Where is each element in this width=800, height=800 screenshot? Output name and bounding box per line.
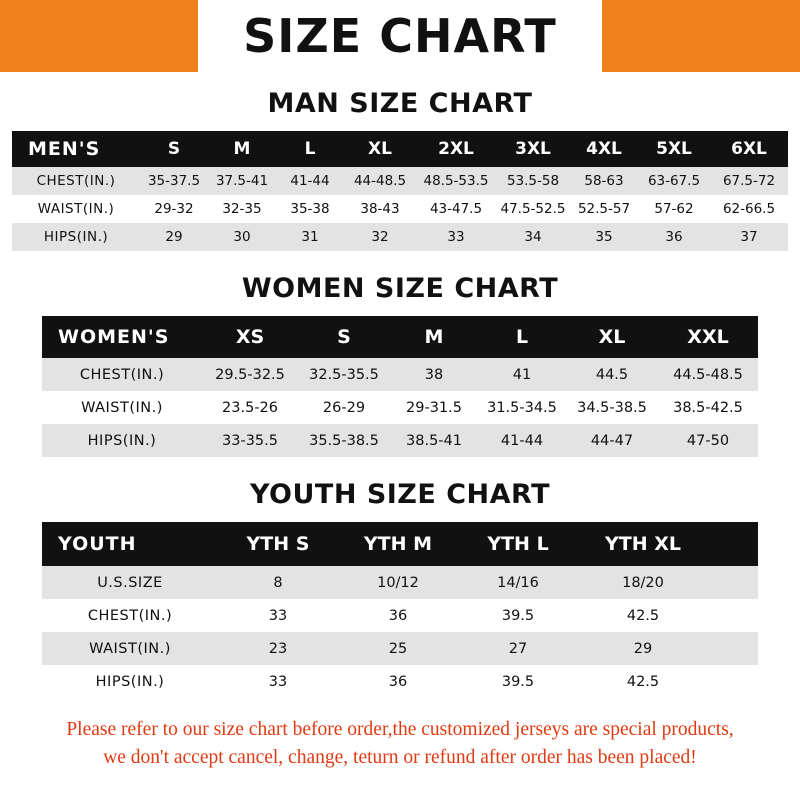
table-cell: 29 bbox=[578, 632, 708, 665]
table-cell: 39.5 bbox=[458, 665, 578, 698]
row-label: CHEST(IN.) bbox=[42, 358, 202, 391]
table-header-cell: S bbox=[140, 131, 208, 167]
row-label: HIPS(IN.) bbox=[42, 665, 218, 698]
table-cell: 42.5 bbox=[578, 665, 708, 698]
table-cell: 33 bbox=[218, 665, 338, 698]
table-row bbox=[12, 223, 788, 251]
table-cell: 44.5 bbox=[566, 358, 658, 391]
table-cell: 23 bbox=[218, 632, 338, 665]
man-section-title: MAN SIZE CHART bbox=[267, 88, 533, 119]
table-header-cell: YTH M bbox=[338, 522, 458, 566]
table-cell: 47.5-52.5 bbox=[496, 195, 570, 223]
row-label: U.S.SIZE bbox=[42, 566, 218, 599]
table-cell: 57-62 bbox=[638, 195, 710, 223]
table-cell: 62-66.5 bbox=[710, 195, 788, 223]
women-section-title: WOMEN SIZE CHART bbox=[241, 273, 559, 304]
table-header-cell: YTH S bbox=[218, 522, 338, 566]
table-cell: 33-35.5 bbox=[202, 424, 298, 457]
table-cell: 35-38 bbox=[276, 195, 344, 223]
table-header-spacer bbox=[708, 522, 758, 566]
table-header-cell: 3XL bbox=[496, 131, 570, 167]
row-label: WAIST(IN.) bbox=[42, 632, 218, 665]
table-row bbox=[12, 195, 788, 223]
table-cell: 41 bbox=[478, 358, 566, 391]
row-label: CHEST(IN.) bbox=[42, 599, 218, 632]
table-cell: 44-48.5 bbox=[344, 167, 416, 195]
table-cell: 44.5-48.5 bbox=[658, 358, 758, 391]
table-header-cell: 4XL bbox=[570, 131, 638, 167]
table-cell: 18/20 bbox=[578, 566, 708, 599]
table-header-cell: L bbox=[276, 131, 344, 167]
table-cell: 36 bbox=[338, 599, 458, 632]
table-header-cell: M bbox=[208, 131, 276, 167]
man-size-table bbox=[12, 131, 788, 251]
table-header-cell: 2XL bbox=[416, 131, 496, 167]
table-cell: 38 bbox=[390, 358, 478, 391]
table-cell-spacer bbox=[708, 566, 758, 599]
table-header-cell: M bbox=[390, 316, 478, 358]
table-cell: 37.5-41 bbox=[208, 167, 276, 195]
table-cell: 35 bbox=[570, 223, 638, 251]
table-row bbox=[42, 391, 758, 424]
table-header-cell: MEN'S bbox=[12, 131, 140, 167]
table-cell: 32.5-35.5 bbox=[298, 358, 390, 391]
row-label: CHEST(IN.) bbox=[12, 167, 140, 195]
table-cell: 29-31.5 bbox=[390, 391, 478, 424]
table-cell: 29.5-32.5 bbox=[202, 358, 298, 391]
table-header-cell: S bbox=[298, 316, 390, 358]
table-cell: 29-32 bbox=[140, 195, 208, 223]
disclaimer-line-2: we don't accept cancel, change, teturn or refund after order has been placed! bbox=[103, 747, 697, 769]
header-banner bbox=[0, 0, 800, 72]
table-cell: 36 bbox=[638, 223, 710, 251]
table-row bbox=[12, 167, 788, 195]
disclaimer-line-1: Please refer to our size chart before order,the customized jerseys are special products, bbox=[66, 719, 734, 740]
table-header-cell: YOUTH bbox=[42, 522, 218, 566]
table-cell: 14/16 bbox=[458, 566, 578, 599]
table-cell: 39.5 bbox=[458, 599, 578, 632]
table-header-cell: YTH L bbox=[458, 522, 578, 566]
table-cell: 52.5-57 bbox=[570, 195, 638, 223]
table-cell: 38-43 bbox=[344, 195, 416, 223]
table-header-cell: 6XL bbox=[710, 131, 788, 167]
table-row bbox=[42, 599, 758, 632]
table-cell: 35-37.5 bbox=[140, 167, 208, 195]
table-cell: 35.5-38.5 bbox=[298, 424, 390, 457]
disclaimer-note bbox=[30, 716, 770, 773]
row-label: HIPS(IN.) bbox=[12, 223, 140, 251]
table-row bbox=[42, 665, 758, 698]
table-cell: 58-63 bbox=[570, 167, 638, 195]
table-cell: 38.5-42.5 bbox=[658, 391, 758, 424]
table-cell: 27 bbox=[458, 632, 578, 665]
table-header-cell: XS bbox=[202, 316, 298, 358]
table-cell: 31 bbox=[276, 223, 344, 251]
table-row bbox=[42, 632, 758, 665]
women-size-table bbox=[42, 316, 758, 457]
table-cell: 32-35 bbox=[208, 195, 276, 223]
table-cell: 25 bbox=[338, 632, 458, 665]
table-header-row bbox=[12, 131, 788, 167]
table-row bbox=[42, 358, 758, 391]
table-cell: 43-47.5 bbox=[416, 195, 496, 223]
row-label: WAIST(IN.) bbox=[42, 391, 202, 424]
table-cell: 41-44 bbox=[276, 167, 344, 195]
table-cell: 26-29 bbox=[298, 391, 390, 424]
table-cell: 8 bbox=[218, 566, 338, 599]
table-cell: 30 bbox=[208, 223, 276, 251]
table-header-cell: XL bbox=[566, 316, 658, 358]
table-cell-spacer bbox=[708, 665, 758, 698]
row-label: WAIST(IN.) bbox=[12, 195, 140, 223]
table-cell: 34 bbox=[496, 223, 570, 251]
table-cell: 38.5-41 bbox=[390, 424, 478, 457]
row-label: HIPS(IN.) bbox=[42, 424, 202, 457]
table-cell: 36 bbox=[338, 665, 458, 698]
table-cell: 37 bbox=[710, 223, 788, 251]
table-cell: 63-67.5 bbox=[638, 167, 710, 195]
table-cell: 31.5-34.5 bbox=[478, 391, 566, 424]
youth-size-table bbox=[42, 522, 758, 698]
table-header-row bbox=[42, 522, 758, 566]
table-cell: 48.5-53.5 bbox=[416, 167, 496, 195]
table-header-cell: YTH XL bbox=[578, 522, 708, 566]
table-cell: 34.5-38.5 bbox=[566, 391, 658, 424]
table-header-cell: XL bbox=[344, 131, 416, 167]
table-cell-spacer bbox=[708, 599, 758, 632]
table-cell: 44-47 bbox=[566, 424, 658, 457]
table-cell: 42.5 bbox=[578, 599, 708, 632]
table-header-cell: 5XL bbox=[638, 131, 710, 167]
table-header-cell: WOMEN'S bbox=[42, 316, 202, 358]
table-cell: 10/12 bbox=[338, 566, 458, 599]
table-cell: 47-50 bbox=[658, 424, 758, 457]
youth-section-title: YOUTH SIZE CHART bbox=[249, 479, 551, 510]
table-header-cell: XXL bbox=[658, 316, 758, 358]
table-cell: 67.5-72 bbox=[710, 167, 788, 195]
table-row bbox=[42, 566, 758, 599]
table-cell: 23.5-26 bbox=[202, 391, 298, 424]
table-cell: 29 bbox=[140, 223, 208, 251]
table-cell: 32 bbox=[344, 223, 416, 251]
table-cell: 41-44 bbox=[478, 424, 566, 457]
table-header-row bbox=[42, 316, 758, 358]
table-cell: 33 bbox=[218, 599, 338, 632]
table-cell-spacer bbox=[708, 632, 758, 665]
table-cell: 33 bbox=[416, 223, 496, 251]
page-title: SIZE CHART bbox=[243, 9, 557, 63]
table-header-cell: L bbox=[478, 316, 566, 358]
table-cell: 53.5-58 bbox=[496, 167, 570, 195]
table-row bbox=[42, 424, 758, 457]
